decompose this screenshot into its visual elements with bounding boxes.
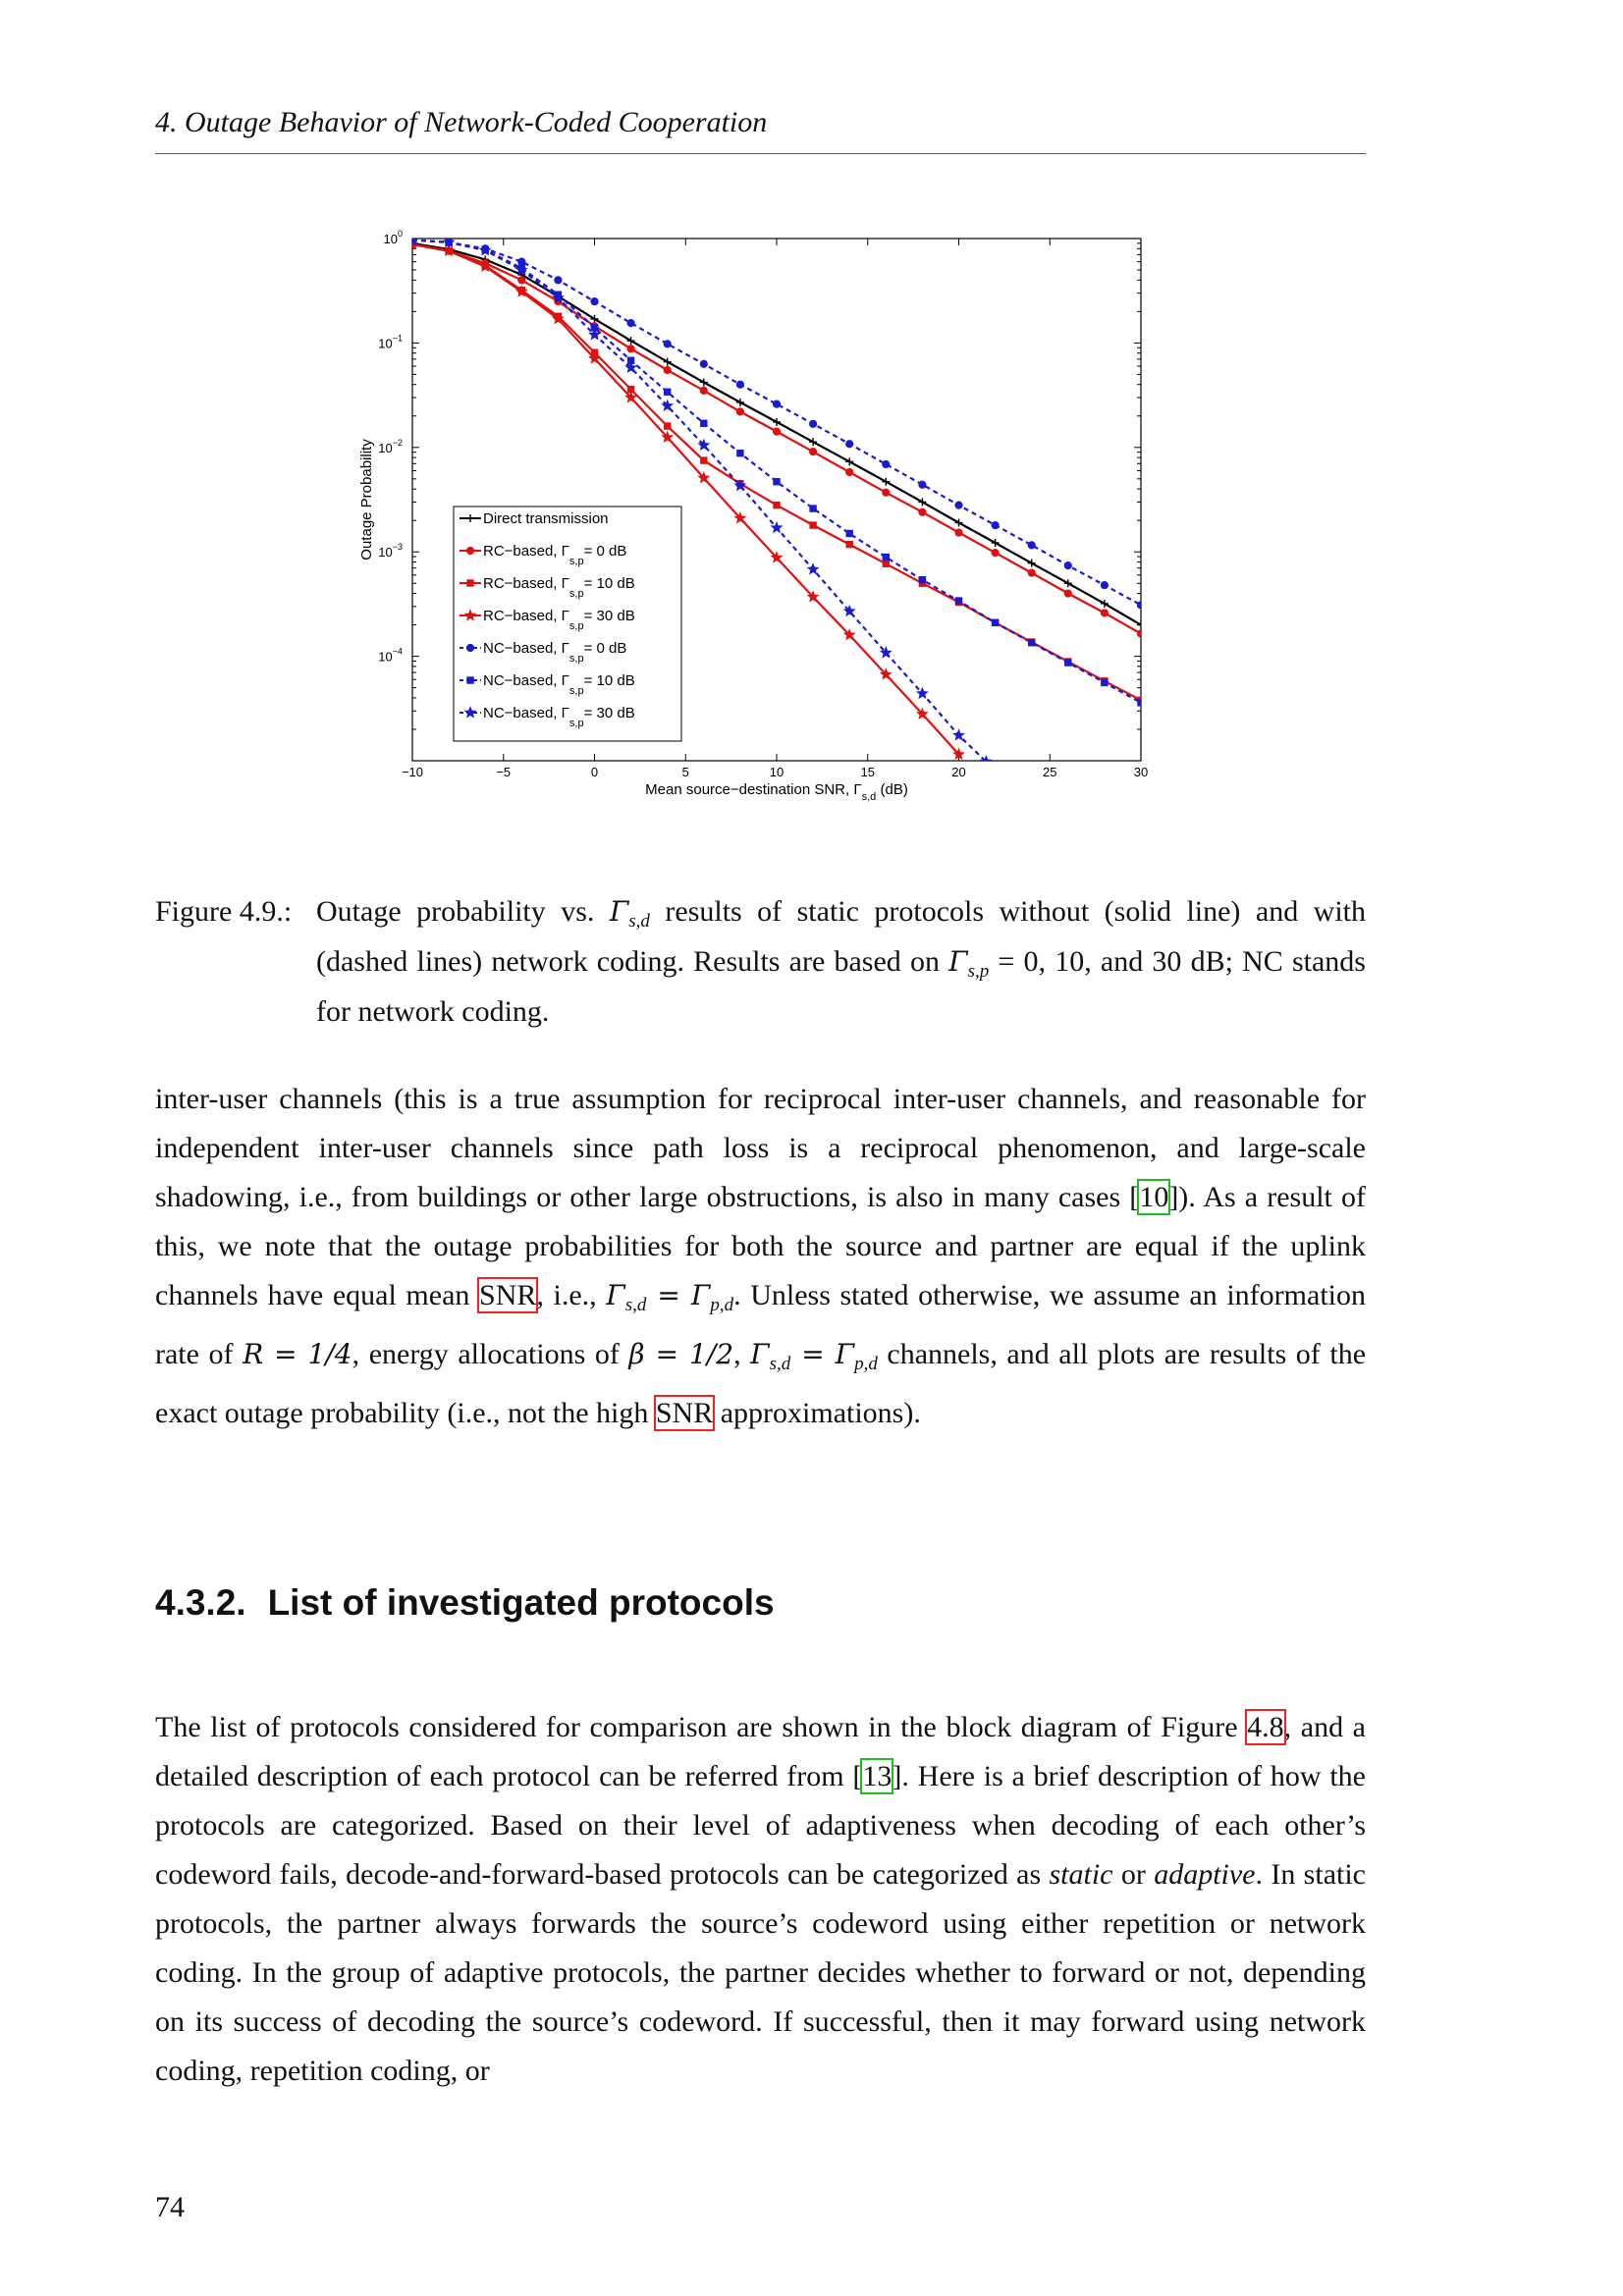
caption-part: results of static protocols without (solid line) and with (dashed lines) network coding. Results are based on [316, 895, 1366, 978]
data-point [700, 387, 707, 394]
data-point [774, 502, 780, 507]
data-point [846, 441, 853, 448]
x-axis-label-tail: (dB) [876, 781, 908, 798]
data-point [555, 277, 562, 284]
data-point [992, 521, 999, 528]
data-point [1138, 700, 1144, 706]
math-symbol: Γ [750, 1338, 770, 1370]
legend-marker [467, 677, 473, 683]
text-run: or [1112, 1858, 1155, 1891]
section-title: List of investigated protocols [267, 1582, 775, 1623]
y-tick-exponent: −3 [392, 542, 403, 553]
math-expression: β = 1/2 [628, 1338, 734, 1370]
data-point [846, 530, 852, 536]
math-subscript: p,d [710, 1295, 734, 1315]
legend-label-sub: s,p [568, 588, 584, 600]
x-tick-label: 25 [1043, 765, 1057, 779]
legend-label: NC−based, $\Gamma_{s,p}= 0$ dB [483, 640, 627, 665]
running-header: 4. Outage Behavior of Network-Coded Cooperation [155, 106, 768, 138]
data-point [627, 346, 634, 352]
x-tick-label: 5 [681, 765, 689, 779]
data-point [883, 554, 889, 560]
section-number: 4.3.2. [155, 1582, 246, 1623]
legend-label: RC−based, $\Gamma_{s,p}= 10$ dB [483, 575, 635, 600]
data-point [883, 561, 889, 566]
legend-label-sub: s,p [568, 718, 584, 729]
data-point [992, 550, 999, 557]
y-tick-exponent: −4 [392, 646, 403, 657]
legend-label-sub: s,p [568, 556, 584, 567]
data-point [591, 297, 598, 304]
data-point [665, 389, 671, 395]
caption-part: = 0, 10, and 30 dB; NC stands for network coding. [316, 945, 1366, 1028]
math-subscript: s,d [769, 1354, 791, 1374]
math-expression: R = 1/4 [243, 1338, 352, 1370]
data-point [955, 529, 962, 536]
data-point [1064, 562, 1071, 569]
section-heading [155, 1582, 775, 1624]
body-paragraph-2 [155, 1703, 1366, 2096]
data-point [883, 489, 890, 496]
legend-marker [466, 547, 473, 554]
text-run: channels, and all plots are results of the exact outage probability (i.e., not the high [155, 1338, 1367, 1429]
text-run: , and a detailed description of each protocol can be referred from [ [155, 1711, 1366, 1792]
text-run: approximations). [713, 1397, 921, 1429]
x-tick-label: 0 [590, 765, 599, 779]
caption-symbol: Γ [948, 945, 968, 978]
text-run: ]). As a result of this, we note that the outage probabilities for both the source and partner are equal if the uplink channels have equal mean [155, 1181, 1367, 1311]
data-point [810, 449, 817, 455]
acronym-link-snr[interactable]: SNR [479, 1279, 537, 1311]
data-point [1137, 630, 1144, 637]
data-point [773, 428, 780, 435]
text-run: , [733, 1338, 751, 1370]
data-point [664, 341, 671, 347]
data-point [992, 619, 998, 625]
data-point [810, 506, 816, 511]
legend-label-sub: s,p [568, 653, 584, 665]
legend-label: NC−based, $\Gamma_{s,p}= 10$ dB [483, 672, 635, 697]
x-tick-label: −10 [401, 765, 424, 779]
math-subscript: p,d [854, 1354, 878, 1374]
math-symbol: = Γ [790, 1338, 855, 1370]
data-point [846, 541, 852, 547]
y-tick-exponent: −1 [392, 333, 403, 344]
data-point [665, 423, 671, 429]
acronym-link-snr[interactable]: SNR [655, 1397, 714, 1429]
x-axis-label-sub: s,d [861, 791, 877, 803]
math-subscript: s,d [624, 1295, 647, 1315]
citation-link-13[interactable]: 13 [862, 1760, 893, 1792]
data-point [736, 408, 743, 415]
data-point [737, 451, 743, 456]
data-point [627, 320, 634, 327]
data-point [701, 420, 707, 426]
data-point [883, 460, 890, 467]
data-point [518, 277, 525, 284]
x-tick-label: 10 [769, 765, 784, 779]
legend-label: RC−based, $\Gamma_{s,p}= 30$ dB [483, 608, 635, 632]
data-point [810, 420, 817, 427]
data-point [955, 502, 962, 508]
figure-caption-text [316, 891, 1366, 1032]
data-point [701, 457, 707, 463]
data-point [1028, 542, 1035, 549]
data-point [664, 366, 671, 373]
legend-label-tail: = 10 dB [583, 575, 635, 592]
text-run: , i.e., [536, 1279, 607, 1311]
text-run: . Unless stated otherwise, we assume an information rate of [155, 1279, 1366, 1370]
legend-label-sub: s,p [568, 685, 584, 697]
x-tick-label: 15 [860, 765, 875, 779]
legend-label-tail: = 10 dB [583, 672, 635, 689]
y-tick-label: $10^0$ [383, 229, 403, 246]
citation-link-10[interactable]: 10 [1139, 1181, 1169, 1213]
body-paragraph-1 [155, 1075, 1366, 1438]
outage-probability-chart [334, 211, 1159, 810]
text-run: . In static protocols, the partner always forwards the source’s codeword using either repetition or network coding. In the group of adaptive protocols, the partner decides whether to forward or not, depending on its success of decoding the source’s codeword. If successful, then it may forward using network coding, repetition coding, or [155, 1858, 1366, 2087]
data-point [955, 598, 961, 604]
data-point [1065, 660, 1071, 666]
emphasis-static: static [1049, 1858, 1113, 1891]
data-point [1029, 640, 1035, 646]
legend-marker [466, 644, 473, 651]
legend-label: NC−based, $\Gamma_{s,p}= 30$ dB [483, 705, 635, 729]
math-symbol: = Γ [646, 1279, 711, 1311]
caption-subscript: s,d [628, 911, 650, 932]
data-point [919, 576, 925, 582]
data-point [810, 522, 816, 528]
emphasis-adaptive: adaptive [1154, 1858, 1256, 1891]
data-point [774, 478, 780, 484]
x-tick-label: −5 [496, 765, 512, 779]
legend-label-tail: = 30 dB [583, 705, 635, 721]
data-point [1102, 679, 1108, 685]
data-point [700, 360, 707, 367]
x-tick-label: 20 [951, 765, 966, 779]
data-point [1028, 569, 1035, 576]
data-point [919, 481, 926, 488]
legend-label-sub: s,p [568, 620, 584, 632]
data-point [1101, 582, 1108, 589]
caption-symbol: Γ [609, 895, 629, 928]
y-axis-label: Outage Probability [358, 439, 375, 561]
page-number: 74 [155, 2191, 185, 2223]
y-tick-exponent: −2 [392, 437, 403, 448]
y-tick-label: $10^{-4}$ [378, 646, 403, 665]
data-point [1064, 590, 1071, 597]
data-point [1137, 602, 1144, 609]
math-symbol: Γ [606, 1279, 625, 1311]
data-point [846, 468, 853, 475]
header-rule [155, 153, 1366, 154]
y-tick-label: $10^{-2}$ [378, 437, 403, 455]
legend-label: Direct transmission [483, 510, 609, 527]
y-tick-label: $10^{-3}$ [378, 542, 403, 561]
figure-link-4-8[interactable]: 4.8 [1247, 1711, 1284, 1743]
data-point [736, 381, 743, 388]
data-point [919, 508, 926, 515]
text-run: inter-user channels (this is a true assumption for reciprocal inter-user channels, and reasonable for independent inter-user channels since path loss is a reciprocal phenomenon, and large-scale shadowing, i.e., from buildings or other large obstructions, is also in many cases [ [155, 1083, 1366, 1213]
text-run: The list of protocols considered for comparison are shown in the block diagram of Figure [155, 1711, 1248, 1743]
text-run: , energy allocations of [352, 1338, 629, 1370]
legend-marker [467, 580, 473, 586]
figure-caption [155, 891, 1366, 1032]
legend-label: RC−based, $\Gamma_{s,p}= 0$ dB [483, 543, 627, 567]
text-run: ]. Here is a brief description of how the protocols are categorized. Based on their level of adaptiveness when decoding of each other’s codeword fails, decode-and-forward-based protocols can be categorized as [155, 1760, 1367, 1891]
data-point [1101, 610, 1108, 616]
figure-label: Figure 4.9.: [155, 895, 293, 928]
y-tick-label: $10^{-1}$ [378, 333, 403, 351]
x-tick-label: 30 [1133, 765, 1149, 779]
y-tick-exponent: 0 [397, 229, 403, 239]
caption-subscript: s,p [967, 961, 990, 982]
x-axis-label: Mean source−destination SNR, $\Gamma_{s,d}$ (dB) [645, 781, 908, 803]
legend-label-tail: = 0 dB [583, 640, 627, 657]
legend-label-tail: = 30 dB [583, 608, 635, 624]
legend-label-tail: = 0 dB [583, 543, 627, 560]
caption-part: Outage probability vs. [316, 895, 610, 928]
data-point [773, 400, 780, 407]
